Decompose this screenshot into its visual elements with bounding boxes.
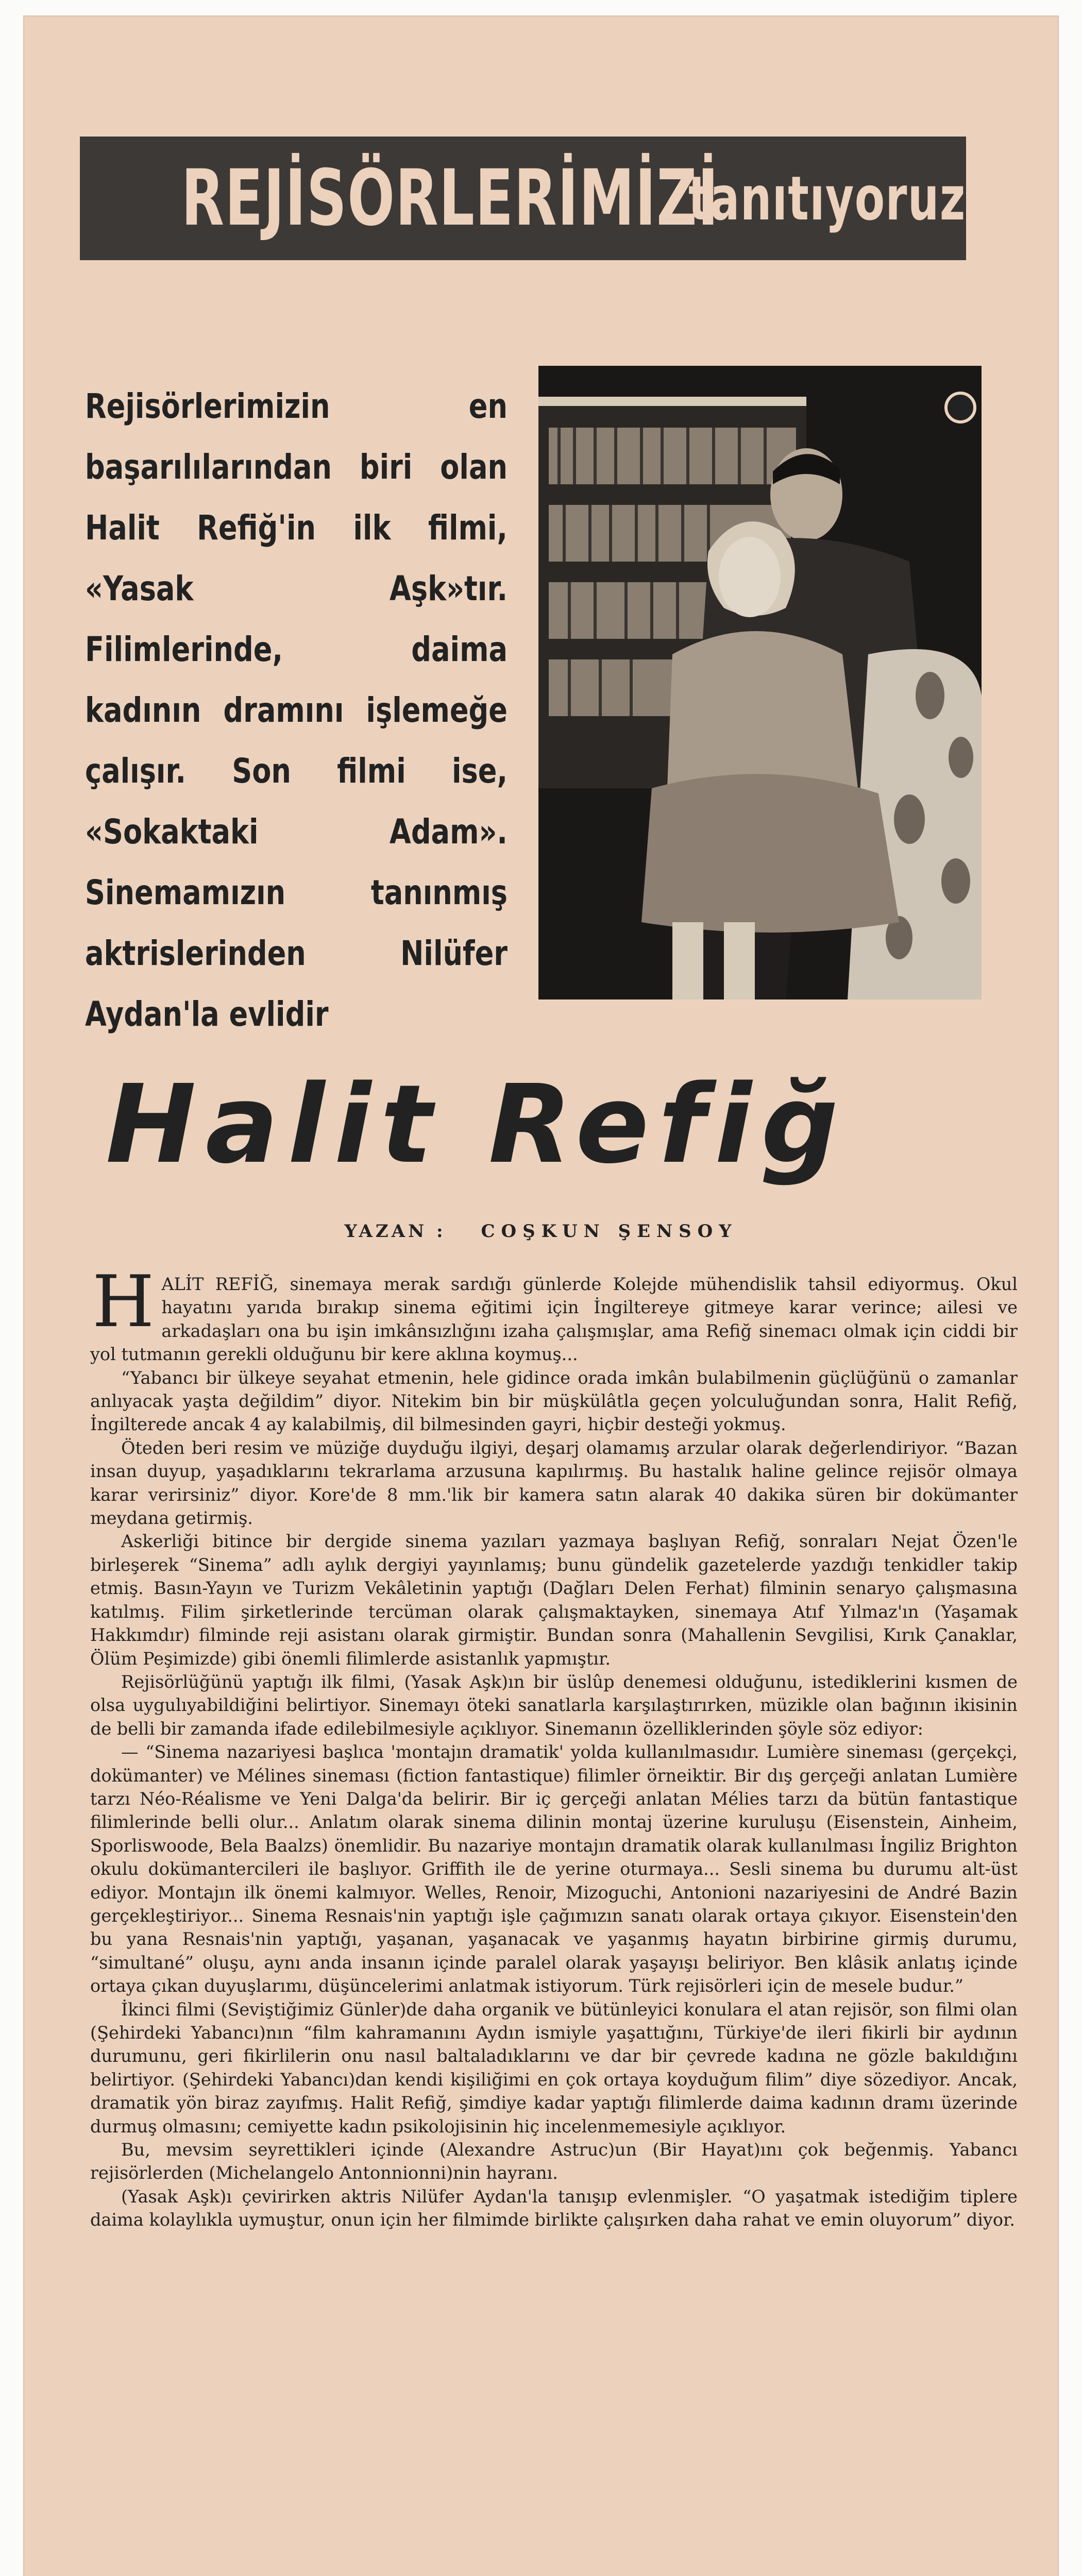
portrait-photo	[538, 366, 982, 999]
intro-text: Rejisörlerimizin en başarılılarından biri olan Halit Refiğ'in ilk filmi, «Yasak Aşk»tır. Filimlerinde, daima kadının dramını işlemeğe çalışır. Son filmi ise, «Sokaktaki Adam». Sinemamızın tanınmış aktrislerinden Nilüfer Aydan'la evlidir	[85, 386, 508, 1034]
article-title: Halit Refiğ	[106, 1061, 848, 1188]
newspaper-clipping	[23, 15, 1059, 2576]
byline-label: YAZAN :	[344, 1221, 446, 1242]
drop-cap: H	[92, 1260, 155, 1343]
article-paragraph: (Yasak Aşk)ı çevirirken aktris Nilüfer Aydan'la tanışıp evlenmişler. “O yaşatmak istediğim tiplere daima kolaylıkla uymuştur, onun için her filmimde birlikte çalışırken daha rahat ve emin oluyorum” diyor.	[90, 2186, 1018, 2230]
article-paragraph: Bu, mevsim seyrettikleri içinde (Alexandre Astruc)un (Bir Hayat)ını çok beğenmiş. Yabancı rejisörlerden (Michelangelo Antonnionni)nin hayranı.	[90, 2140, 1018, 2183]
article-paragraph: — “Sinema nazariyesi başlıca 'montajın dramatik' yolda kullanılmasıdır. Lumière sineması (gerçekçi, dokümanter) ve Mélines sineması (fiction fantastique) filimler örneiktir. Bir dış gerçeği anlatan Lumière tarzı Néo-Réalisme ve Yeni Dalga'da belirir. Bir iç gerçeği anlatan Mélies tarzı da bütün fantastique filimlerinde belli olur... Anlatım olarak sinema dilinin montaj üzerine kuruluşu (Eisenstein, Ainheim, Sporliswoode, Bela Baalzs) önemlidir. Bu nazariye montajın dramatik olarak kullanılması İngiliz Brighton okulu dokümantercileri ile başlıyor. Griffith ile de yerine oturmaya... Sesli sinema bu durumu alt-üst ediyor. Montajın ilk önemi kalmıyor. Welles, Renoir, Mizoguchi, Antonioni nazariyesini de André Bazin gerçekleştiriyor... Sinema Resnais'nin yaptığı işle çağımızın sanatı olarak ortaya çıkıyor. Eisenstein'den bu yana Resnais'nin yaptığı, yaşanan, yaşanacak ve yaşanmış hayatın birbirine girmiş durumu, “simultané” oluşu, aynı anda insanın içinde paralel olarak yaşayışı beliriyor. Ben klâsik anlatış içinde ortaya çıkan duyuşlarımı, düşüncelerimi anlatmak istiyorum. Türk rejisörleri için de mesele budur.”	[90, 1742, 1018, 1996]
article-paragraph: İkinci filmi (Seviştiğimiz Günler)de daha organik ve bütünleyici konulara el atan rejisör, son filmi olan (Şehirdeki Yabancı)nın “film kahramanını Aydın ismiyle yaşattığını, Türkiye'de ileri fikirli bir aydının durumunu, geri fikirlilerin onu nasıl baltaladıklarını ve dar bir çevrede kadına ne gözle bakıldığını belirtiyor. (Şehirdeki Yabancı)dan kendi kişiliğimi en çok ortaya koyduğum filim” diye sözediyor. Ancak, dramatik yön biraz zayıfmış. Halit Refiğ, şimdiye kadar yaptığı filimlerde daima kadının dramı üzerinde durmuş olmasını; cemiyette kadın psikolojisinin hiç incelenmemesiyle açıklıyor.	[90, 1999, 1018, 2137]
section-banner	[80, 137, 966, 260]
article-paragraph: “Yabancı bir ülkeye seyahat etmenin, hele gidince orada imkân bulabilmenin güçlüğünü o zamanlar anlıyacak yaşta değildim” diyor. Nitekim bin bir müşkülâtla geçen yolculuğundan sonra, Halit Refiğ, İngilterede ancak 4 ay kalabilmiş, dil bilmesinden gayri, hiçbir desteği yokmuş.	[90, 1367, 1018, 1435]
article-paragraph: Öteden beri resim ve müziğe duyduğu ilgiyi, deşarj olamamış arzular olarak değerlendiriyor. “Bazan insan duyup, yaşadıklarını tekrarlama arzusuna kapılırmış. Bu hastalık haline gelince rejisör olmaya karar verirsiniz” diyor. Kore'de 8 mm.'lik bir kamera satın alarak 40 dakika süren bir dokümanter meydana getirmiş.	[90, 1437, 1018, 1529]
article-body	[90, 1260, 1018, 2232]
byline	[23, 1221, 1059, 1242]
banner-subtitle: tanıtıyoruz	[688, 163, 966, 234]
article-paragraph: Rejisörlüğünü yaptığı ilk filmi, (Yasak Aşk)ın bir üslûp denemesi olduğunu, istediklerini kısmen de olsa uygulıyabildiğini belirtiyor. Sinemayı öteki sanatlarla karşılaştırırken, müzikle olan bağının ikisinin de belli bir zamanda ifade edilebilmesiyle açıklıyor. Sinemanın özelliklerinden şöyle söz ediyor:	[90, 1671, 1018, 1739]
byline-author: COŞKUN ŞENSOY	[481, 1221, 738, 1242]
corner-mark	[944, 392, 976, 423]
banner-title: REJİSÖRLERİMİZİ	[181, 154, 719, 243]
article-paragraph: Askerliği bitince bir dergide sinema yazıları yazmaya başlıyan Refiğ, sonraları Nejat Özen'le birleşerek “Sinema” adlı aylık dergiyi yayınlamış; bunu gündelik gazetelerde yazdığı tenkidler takip etmiş. Basın-Yayın ve Turizm Vekâletinin yaptığı (Dağları Delen Ferhat) filminin senaryo çalışmasına katılmış. Filim şirketlerinde tercüman olarak çalışmaktayken, sinemaya Atıf Yılmaz'ın (Yaşamak Hakkımdır) filminde reji asistanı olarak girmiştir. Bundan sonra (Mahallenin Sevgilisi, Kırık Çanaklar, Ölüm Peşimizde) gibi önemli filimlerde asistanlık yapmıştır.	[90, 1531, 1018, 1669]
article-paragraph: HALİT REFİĞ, sinemaya merak sardığı günlerde Kolejde mühendislik tahsil ediyormuş. Okul hayatını yarıda bırakıp sinema eğitimi için İngiltereye gitmeye karar verince; ailesi ve arkadaşları ona bu işin imkânsızlığını izaha çalışmışlar, ama Refiğ sinemacı olmak için ciddi bir yol tutmanın gerekli olduğunu bir kere aklına koymuş...	[90, 1260, 1018, 1365]
